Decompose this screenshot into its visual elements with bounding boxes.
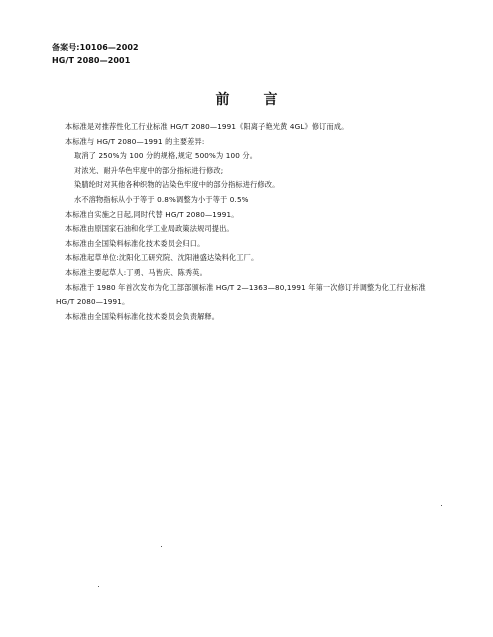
standard-code: HG/T 2080—2001 — [52, 56, 131, 65]
foreword-body — [56, 120, 446, 324]
foreword-paragraph: 本标准与 HG/T 2080—1991 的主要差异: — [65, 136, 205, 146]
foreword-paragraph: 取消了 250%为 100 分的规格,规定 500%为 100 分。 — [74, 151, 258, 161]
foreword-paragraph: 本标准于 1980 年首次发布为化工部部颁标准 HG/T 2—1363—80,1991 年第一次修订并调整为化工行业标准 HG/T 2080—1991。 — [56, 282, 426, 307]
scan-speck — [98, 586, 99, 587]
page-title: 前言 — [215, 92, 312, 108]
foreword-paragraph: 本标准起草单位:沈阳化工研究院、沈阳港盛达染料化工厂。 — [65, 253, 259, 263]
foreword-paragraph: 染腈纶时对其他各种织物的沾染色牢度中的部分指标进行修改。 — [74, 180, 280, 190]
header-codes — [52, 41, 139, 67]
scan-speck — [441, 505, 442, 506]
foreword-paragraph: 对浓光、耐升华色牢度中的部分指标进行修改; — [74, 165, 224, 175]
foreword-paragraph: 本标准由原国家石油和化学工业局政策法规司提出。 — [65, 224, 234, 234]
foreword-paragraph: 本标准自实施之日起,同时代替 HG/T 2080—1991。 — [65, 209, 239, 219]
foreword-paragraph: 本标准由全国染料标准化技术委员会归口。 — [65, 238, 205, 248]
record-number: 备案号:10106—2002 — [52, 43, 139, 52]
foreword-paragraph: 水不溶物指标从小于等于 0.8%调整为小于等于 0.5% — [74, 194, 249, 204]
foreword-paragraph: 本标准是对推荐性化工行业标准 HG/T 2080—1991《阳离子艳光黄 4GL》修订而成。 — [65, 122, 349, 131]
foreword-paragraph: 本标准由全国染料标准化技术委员会负责解释。 — [65, 311, 220, 321]
foreword-paragraph: 本标准主要起草人:丁勇、马皆庆、陈秀英。 — [65, 267, 207, 277]
scan-speck — [161, 546, 162, 547]
